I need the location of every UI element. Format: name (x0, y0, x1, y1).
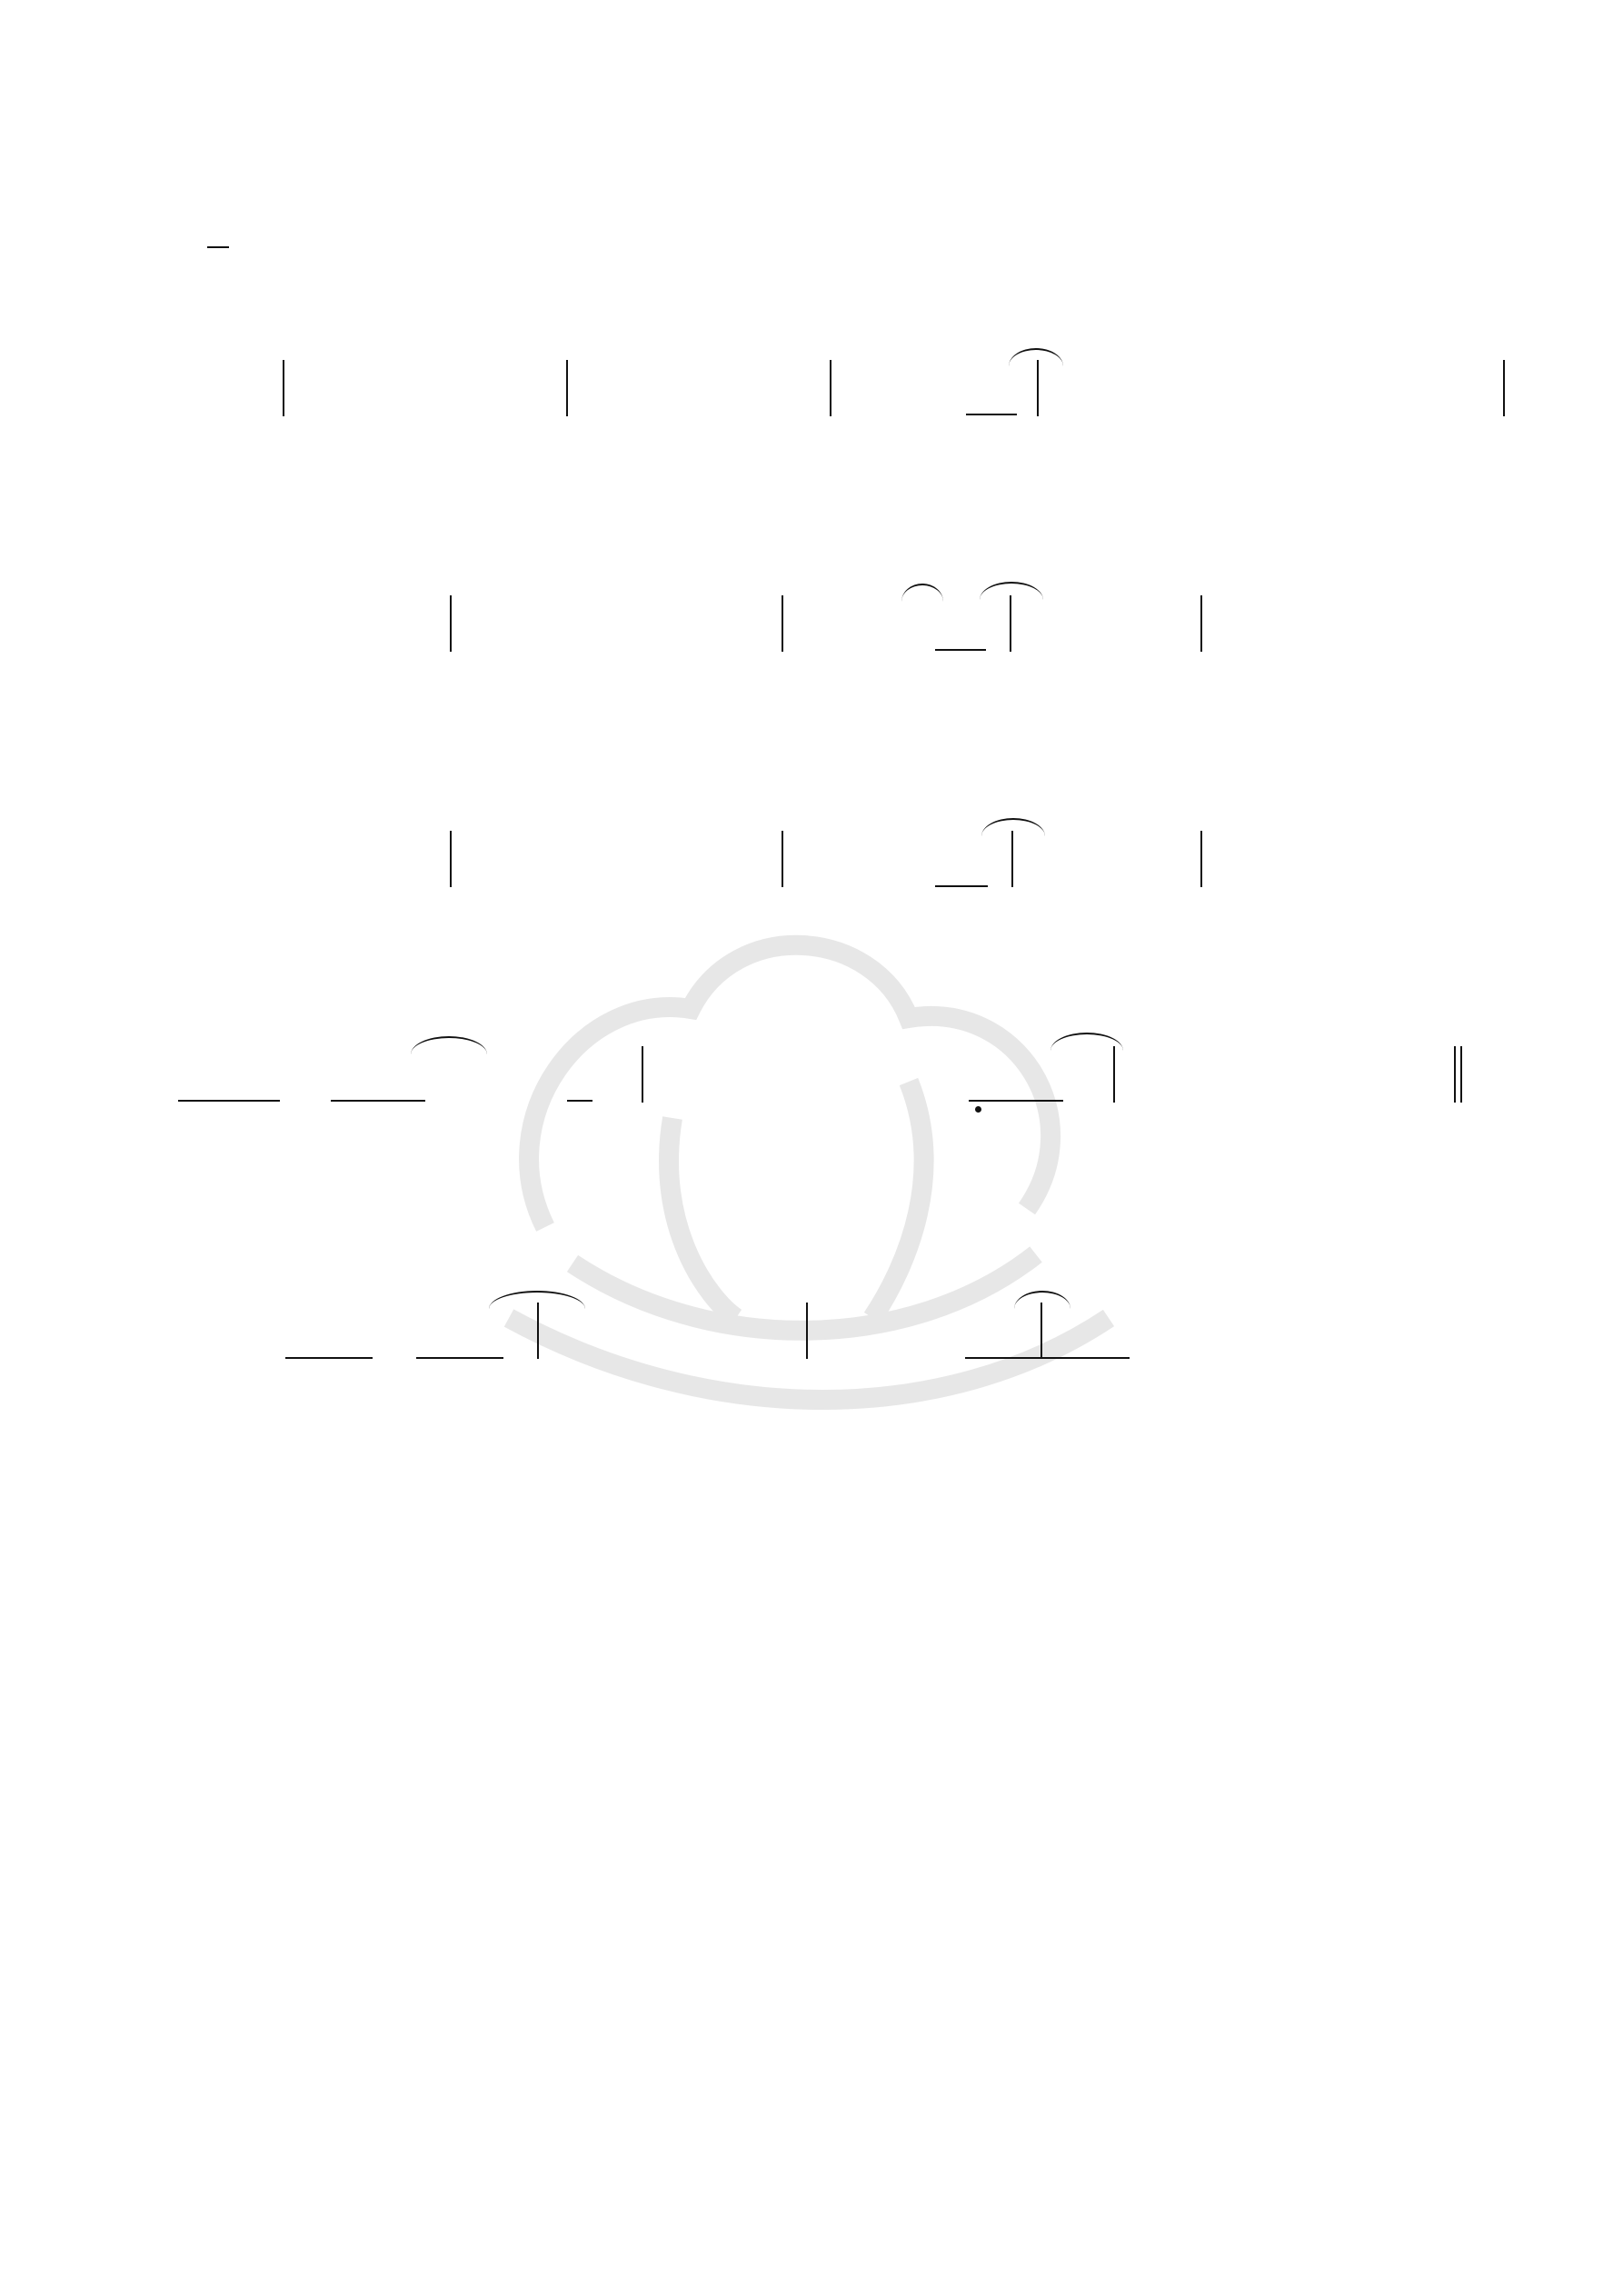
eighth-underline (416, 1357, 503, 1359)
sheep-watermark-icon (436, 845, 1127, 1500)
eighth-underline (285, 1357, 373, 1359)
tie-slur (901, 584, 943, 602)
low-octave-dot (975, 1106, 981, 1113)
eighth-underline (965, 1357, 1049, 1359)
barline (450, 831, 452, 887)
eighth-underline (966, 414, 1017, 415)
barline (642, 1046, 643, 1103)
eighth-underline (969, 1100, 1063, 1102)
barline (1200, 595, 1202, 652)
tie-slur (1009, 348, 1063, 366)
sixteenth-underline (567, 1100, 592, 1102)
barline (830, 360, 831, 416)
barline (283, 360, 284, 416)
barline (1200, 831, 1202, 887)
barline (1113, 1046, 1115, 1103)
barline (450, 595, 452, 652)
barline (1010, 595, 1011, 652)
time-signature (207, 245, 229, 249)
barline (537, 1303, 539, 1359)
barline (566, 360, 568, 416)
barline (782, 831, 783, 887)
barline (1041, 1303, 1042, 1359)
tie-slur (980, 582, 1043, 600)
tie-slur (981, 818, 1045, 836)
double-barline (1460, 1046, 1462, 1103)
barline (1037, 360, 1039, 416)
eighth-underline (178, 1100, 280, 1102)
double-barline (1454, 1046, 1456, 1103)
eighth-underline (935, 885, 988, 887)
barline (782, 595, 783, 652)
eighth-underline (935, 649, 986, 651)
eighth-underline (1041, 1357, 1130, 1359)
barline (806, 1303, 808, 1359)
barline (1011, 831, 1013, 887)
eighth-underline (331, 1100, 425, 1102)
barline (1503, 360, 1505, 416)
